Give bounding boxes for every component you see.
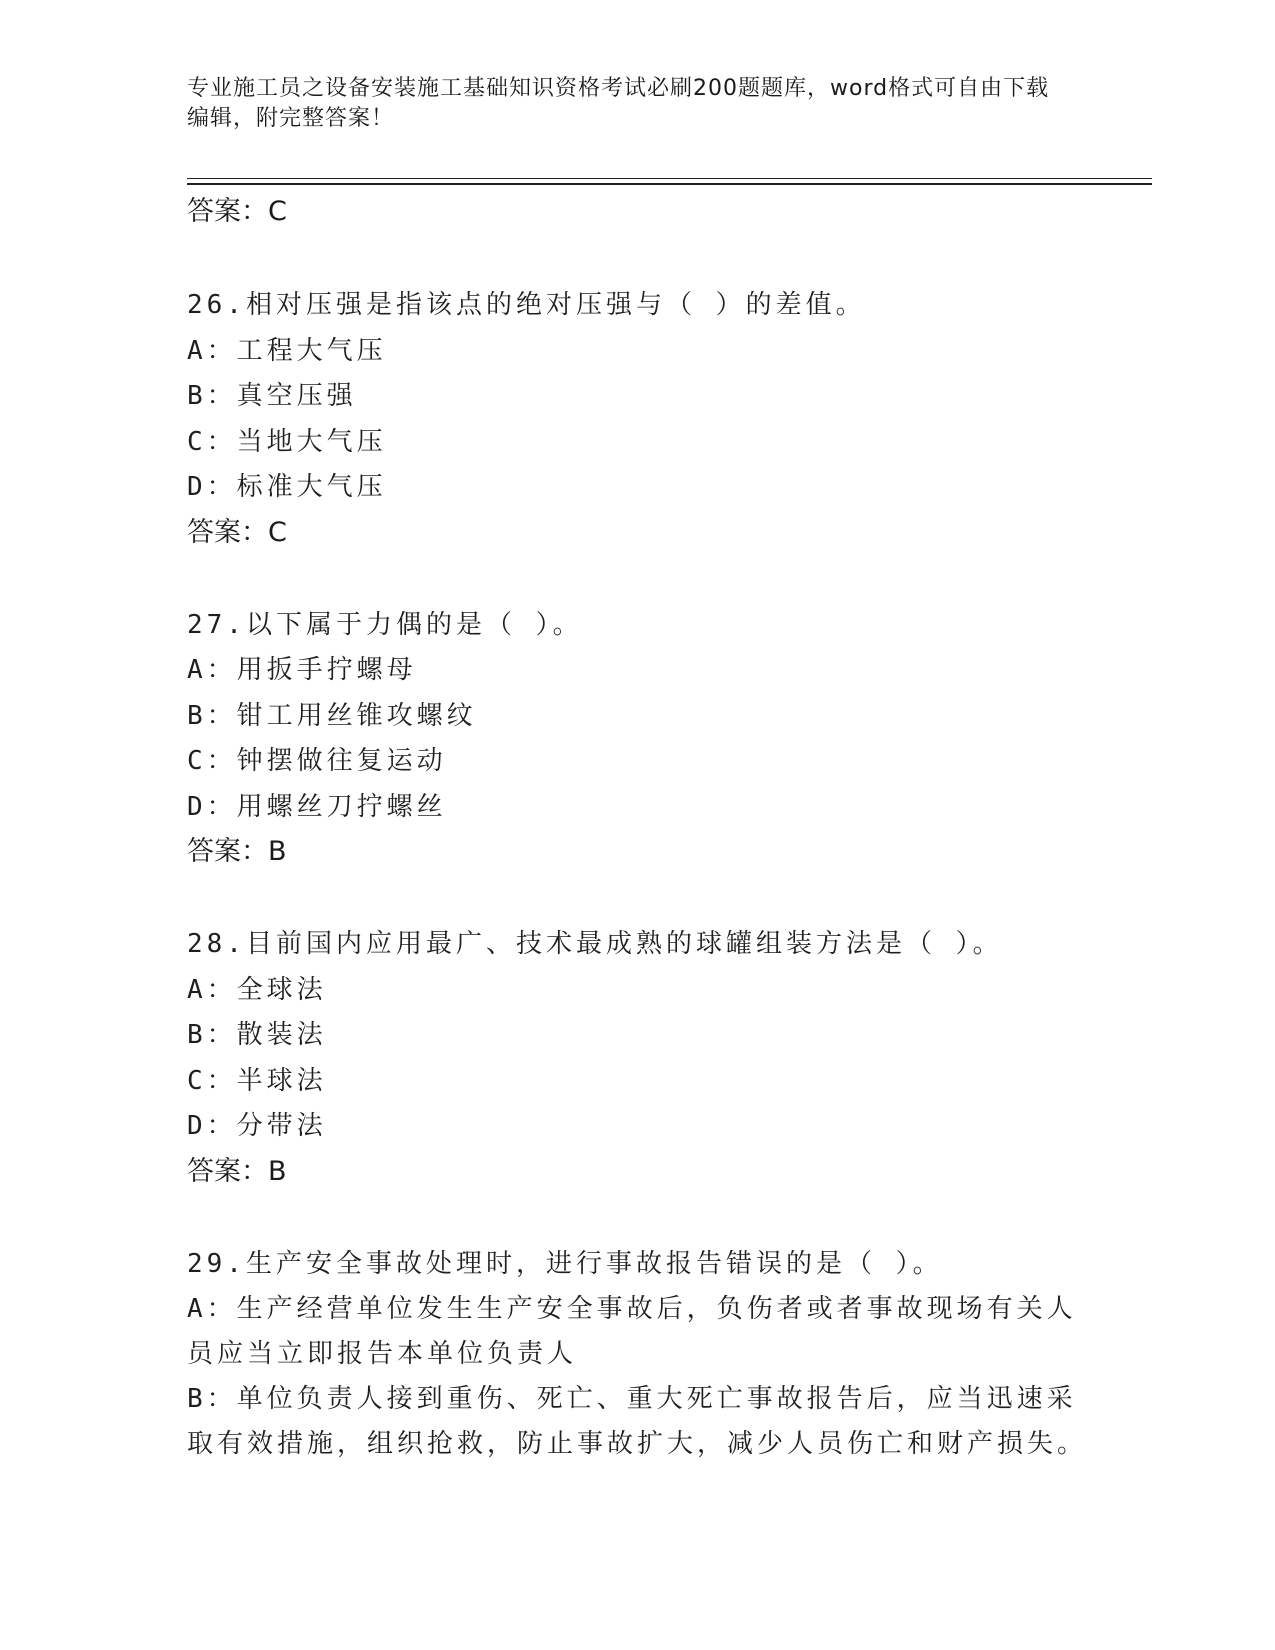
question-item (187, 283, 1087, 555)
option-d: D：分带法 (187, 1111, 327, 1141)
option-b: B：钳工用丝锥攻螺纹 (187, 700, 477, 731)
option-d: D：标准大气压 (187, 472, 387, 502)
option-c: C：钟摆做往复运动 (187, 746, 447, 776)
answer-text: 答案：C (187, 196, 287, 227)
question-stem: 26.相对压强是指该点的绝对压强与（ ）的差值。 (187, 290, 866, 320)
answer-text: 答案：C (187, 516, 287, 548)
option-a: A：生产经营单位发生生产安全事故后，负伤者或者事故现场有关人员应当立即报告本单位负责人 (187, 1294, 1077, 1369)
question-stem: 29.生产安全事故处理时，进行事故报告错误的是（ ）。 (187, 1248, 943, 1279)
header-divider-thin (187, 178, 1152, 179)
question-item (187, 603, 1087, 875)
option-a: A：工程大气压 (187, 335, 387, 366)
question-stem: 27.以下属于力偶的是（ ）。 (187, 609, 583, 640)
page-header-title: 专业施工员之设备安装施工基础知识资格考试必刷200题题库，word格式可自由下载编辑，附完整答案！ (187, 76, 1050, 131)
question-stem: 28.目前国内应用最广、技术最成熟的球罐组装方法是（ ）。 (187, 929, 1003, 959)
question-item (187, 1242, 1087, 1468)
option-d: D：用螺丝刀拧螺丝 (187, 791, 447, 822)
option-c: C：半球法 (187, 1065, 327, 1096)
answer-text: 答案：B (187, 1155, 287, 1187)
answer-text: 答案：B (187, 836, 287, 867)
question-item (187, 922, 1087, 1194)
question-list (187, 190, 1087, 1467)
option-c: C：当地大气压 (187, 426, 387, 457)
option-a: A：用扳手拧螺母 (187, 655, 417, 685)
option-a: A：全球法 (187, 974, 327, 1005)
option-b: B：散装法 (187, 1020, 327, 1050)
option-b: B：真空压强 (187, 381, 357, 411)
header-divider-thick (187, 183, 1152, 185)
option-b: B：单位负责人接到重伤、死亡、重大死亡事故报告后，应当迅速采取有效措施，组织抢救，防止事故扩大，减少人员伤亡和财产损失。 (187, 1384, 1088, 1459)
